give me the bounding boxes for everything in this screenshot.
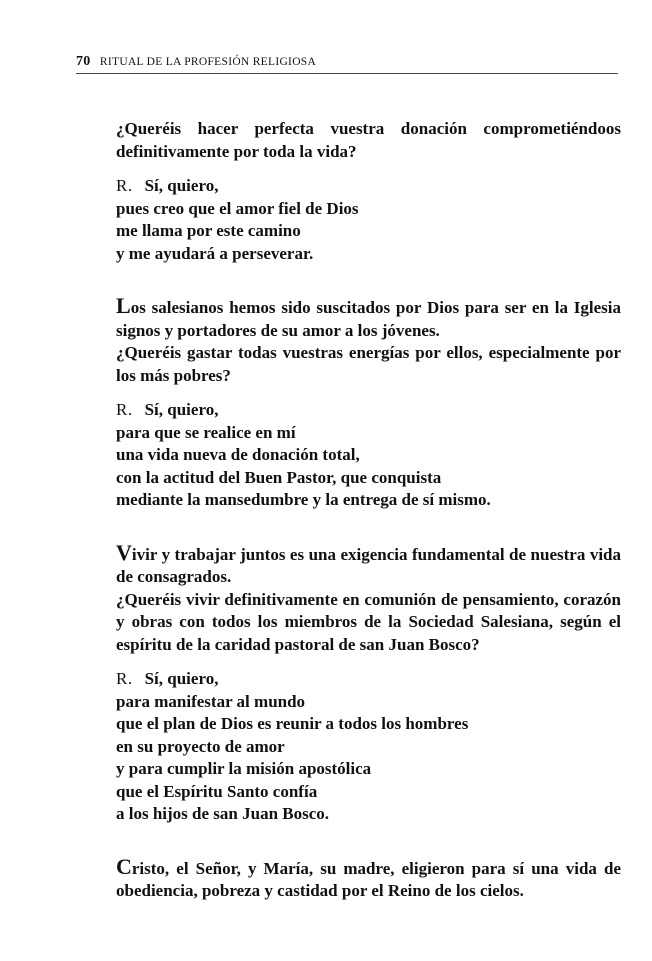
question-text: ¿Queréis hacer perfecta vuestra donación comprometiéndoos definitivamente por toda la vida? [116, 119, 621, 161]
response-marker: R. [116, 176, 133, 195]
intro-text: ivir y trabajar juntos es una exigencia fundamental de nuestra vida de consagrados. [116, 544, 621, 586]
response-line [116, 399, 621, 422]
closing-paragraph-block [116, 853, 621, 903]
response-line: con la actitud del Buen Pastor, que conquista [116, 467, 442, 487]
response-line-text: Sí, quiero, [144, 400, 219, 419]
initial-letter: V [116, 539, 132, 565]
intro-paragraph [116, 539, 621, 589]
intro-text: risto, el Señor, y María, su madre, eligieron para sí una vida de obediencia, pobreza y castidad por el Reino de los cielos. [116, 858, 621, 900]
running-title: RITUAL DE LA PROFESIÓN RELIGIOSA [99, 56, 317, 68]
running-header [76, 54, 618, 74]
intro-paragraph [116, 295, 621, 342]
response-line-text: Sí, quiero, [144, 176, 219, 195]
response-line [116, 668, 621, 691]
question-text: ¿Queréis vivir definitivamente en comunión de pensamiento, corazón y obras con todos los miembros de la Sociedad Salesiana, según el espíritu de la caridad pastoral de san Juan Bosco? [116, 589, 621, 654]
response-line: y para cumplir la misión apostólica [116, 759, 372, 778]
intro-text: os salesianos hemos sido suscitados por Dios para ser en la Iglesia signos y portadores de su amor a los jóvenes. [116, 298, 621, 340]
response-line: me llama por este camino [116, 221, 301, 240]
initial-letter: C [116, 853, 132, 879]
response-line: a los hijos de san Juan Bosco. [116, 804, 330, 823]
response-line-text: Sí, quiero, [144, 669, 219, 688]
question-block-3 [116, 539, 621, 826]
question-text: ¿Queréis gastar todas vuestras energías por ellos, especialmente por los más pobres? [116, 343, 621, 385]
response [116, 668, 621, 826]
response-line: que el plan de Dios es reunir a todos los hombres [116, 714, 469, 733]
page-number: 70 [76, 54, 91, 69]
initial-letter: L [116, 293, 131, 318]
response-line: en su proyecto de amor [116, 736, 285, 756]
question-block-2 [116, 295, 621, 512]
intro-paragraph [116, 853, 621, 903]
question-block-1 [116, 118, 621, 265]
response-line: pues creo que el amor fiel de Dios [116, 198, 359, 218]
response-marker: R. [116, 400, 133, 419]
response-line: que el Espíritu Santo confía [116, 781, 318, 801]
response-line [116, 175, 621, 198]
response [116, 175, 621, 265]
response-line: una vida nueva de donación total, [116, 445, 360, 464]
response-line: para manifestar al mundo [116, 691, 306, 711]
response [116, 399, 621, 512]
response-line: y me ayudará a perseverar. [116, 243, 314, 263]
body-text [116, 118, 621, 903]
response-line: para que se realice en mí [116, 422, 296, 442]
response-marker: R. [116, 669, 133, 688]
response-line: mediante la mansedumbre y la entrega de sí mismo. [116, 490, 491, 509]
